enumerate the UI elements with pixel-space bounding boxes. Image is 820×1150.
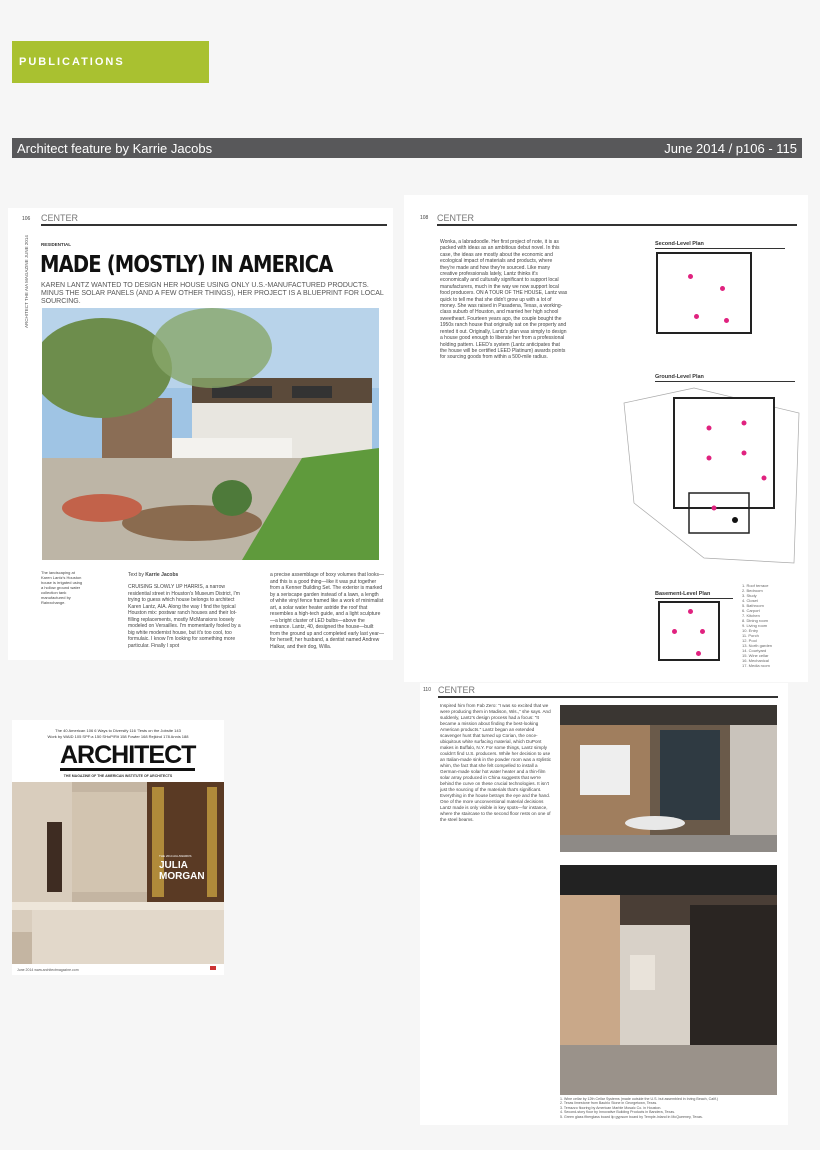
plan-title-second: Second-Level Plan	[655, 241, 785, 249]
cover-teasers: The 40 American 106 6 Ways to Diversify 116 'Tests on the Jobsite 143	[55, 728, 181, 733]
legend-item: 12. Pool	[742, 638, 757, 643]
magazine-page-108[interactable]	[404, 195, 808, 682]
second-level-plan	[656, 252, 752, 334]
cover-story-title: JULIA MORGAN	[159, 860, 205, 882]
legend-item: 5. Bathroom	[742, 603, 764, 608]
wine-cellar-photo	[560, 705, 777, 852]
section-header: CENTER	[438, 685, 778, 698]
byline-name: Karrie Jacobs	[145, 572, 179, 578]
plan-title-ground: Ground-Level Plan	[655, 374, 795, 382]
caption-item: 5. Green glass fiberglass board lip gypsum board by Temple-Inland in McQueeney, Texas.	[560, 1114, 703, 1119]
basement-level-plan	[658, 601, 720, 661]
caption-item: 2. Texas limestone from Baublo Stone in Georgetown, Texas.	[560, 1101, 658, 1106]
photo-captions	[560, 1097, 775, 1119]
byline-prefix: Text by	[128, 572, 144, 578]
legend-item: 6. Carport	[742, 608, 760, 613]
legend-item: 2. Bedroom	[742, 588, 763, 593]
legend-item: 16. Mechanical	[742, 658, 769, 663]
page-number: 106	[22, 216, 31, 222]
cover-footer: June 2014 www.architectmagazine.com	[17, 968, 79, 972]
legend-item: 9. Living room	[742, 623, 768, 628]
cover-masthead: ARCHITECT	[60, 741, 196, 769]
side-text: ARCHITECT THE AIA MAGAZINE JUNE 2014	[24, 235, 29, 328]
feature-bar	[12, 138, 802, 158]
headline: MADE (MOSTLY) IN AMERICA	[40, 252, 333, 278]
plan-title-basement: Basement-Level Plan	[655, 591, 733, 599]
kicker: RESIDENTIAL	[41, 242, 72, 247]
legend-item: 17. Media room	[742, 663, 770, 668]
legend-item: 14. Courtyard	[742, 648, 767, 653]
section-header: CENTER	[41, 213, 387, 226]
feature-title: Architect feature by Karrie Jacobs	[17, 140, 213, 156]
ground-level-plan	[614, 383, 804, 568]
house-photo	[42, 308, 379, 560]
caption-item: 3. Terrazzo flooring by American Marble Mosaic Co. in Houston.	[560, 1105, 662, 1110]
publications-label: PUBLICATIONS	[12, 41, 209, 83]
plan-legend	[742, 583, 772, 668]
legend-item: 10. Entry	[742, 628, 759, 633]
page-number: 110	[423, 687, 431, 693]
caption-item: 4. Second-story floor by Innovative Building Products in Bandera, Texas.	[560, 1110, 675, 1115]
legend-item: 15. Wine cellar	[742, 653, 769, 658]
page-number: 108	[420, 215, 429, 221]
body-column: Inspired him from Fab Zero: "I was so excited that we were producing them in Madison, Wis.," she says. And suddenly, Lantz's design process had a focus: "It became a mission about finding the best-looking American products." Lantz began an extended scavenger hunt that turned up Corian, the once-ubiquitous white surfacing material, which DuPont makes in Buffalo, N.Y. For some things, Lantz simply couldn't find U.S. producers. While her decision to use an Italian-made sink in the powder room was a stylistic whim, the fact that she felt compelled to install a German-made solar hot water heater and a thin-film solar array produced in China suggests that we're behind the curve on these crucial technologies. It isn't just the sourcing of the materials that's significant. Everything in the house betrays the eye and the hand. One of the more unconventional material decisions Lantz made is only visible in key spots—for instance, where the staircase to the second floor rests on one of the steel beams.	[440, 703, 552, 822]
legend-item: 1. Roof terrace	[742, 583, 769, 588]
caption-item: 1. Wine cellar by 12th Cellar Systems (made outside the U.S. but assembled in Irving Beach, Calif.)	[560, 1097, 718, 1101]
aia-logo-icon	[210, 966, 216, 970]
body-column-2: a precise assemblage of boxy volumes that looks—and this is a good thing—like it was put together from a Kenner Building Set. The exterior is marked by a xeriscape garden instead of a lawn, a length of white vinyl fence framed like a work of minimalist art, a solar water heater astride the roof that resembles a high-tech guide, and a light sculpture—a bright cluster of LED bulbs—above the entrance. Lantz, 40, designed the house—built from the ground up and completed early last year—for herself, her husband, a dentist named Andrew Halkar, and their dog, Willa.	[270, 572, 384, 650]
legend-item: 4. Closet	[742, 598, 758, 603]
byline	[128, 572, 178, 578]
body-column: Wonka, a labradoodle. Her first project of note, it is as packed with ideas as an ambitious debut novel. In this case, the ideas are mostly about the economic and ecological impact of materials and products, where they're made and how they're sourced. Like many creative professionals lately, Lantz thinks it's economically and culturally significant to support local manufacturers, much in the way we now support local food producers. ON A TOUR OF THE HOUSE, Lantz was quick to tell me that she didn't grow up with a lot of money. She was raised in Pasadena, Texas, a working-class suburb of Houston, and married her high school sweetheart. Fourteen years ago, the couple bought the 1950s ranch house that originally sat on the property and rented it out. Originally, Lantz's plan was simply to design a house good enough to liberate her from a professional holding pattern. LEED's system (Lantz anticipates that the house will be certified LEED Platinum) awards points for sourcing goods from within a 500-mile radius.	[440, 239, 568, 361]
feature-date-pages: June 2014 / p106 - 115	[664, 140, 797, 156]
legend-item: 8. Dining room	[742, 618, 769, 623]
cover-teasers-2: Work by WAID 105 SPF:a 150 SHoP/Rit 158 Fowler 168 Rejkind 178 Annis 188	[47, 734, 189, 739]
section-header: CENTER	[437, 213, 797, 226]
legend-item: 3. Study	[742, 593, 757, 598]
magazine-page-110[interactable]	[420, 683, 788, 1125]
cover-tagline: THE MAGAZINE OF THE AMERICAN INSTITUTE OF ARCHITECTS	[63, 774, 173, 778]
deck: KAREN LANTZ WANTED TO DESIGN HER HOUSE USING ONLY U.S.-MANUFACTURED PRODUCTS. MINUS THE SOLAR PANELS (AND A FEW OTHER THINGS), HER PROJECT IS A BLUEPRINT FOR LOCAL SOURCING.	[41, 282, 384, 305]
magazine-cover[interactable]	[12, 720, 224, 975]
legend-item: 11. Porch	[742, 633, 759, 638]
legend-item: 7. Kitchen	[742, 613, 760, 618]
cover-kicker: THE 2014 AIA AWARDS	[159, 854, 192, 858]
photo-caption: The landscaping at Karen Lantz's Houston house is irrigated using a hollow ground water collection tank manufactured by Rainxchange.	[41, 570, 83, 605]
body-column-1: CRUISING SLOWLY UP HARRIS, a narrow residential street in Houston's Museum District, I'm trying to guess which house belongs to architect Karen Lantz, AIA. Along the way I find the typical Houston mix: postwar ranch houses and their lot-filling replacements, mostly McMansions loosely modeled on Versailles. I'm momentarily fooled by a big white modernist house, but it's too cool, too formulaic. I know I'm looking for something more particular. Finally I spot	[128, 584, 241, 649]
legend-item: 13. North garden	[742, 643, 773, 648]
interior-photo	[560, 865, 777, 1095]
magazine-page-106[interactable]	[8, 208, 393, 660]
